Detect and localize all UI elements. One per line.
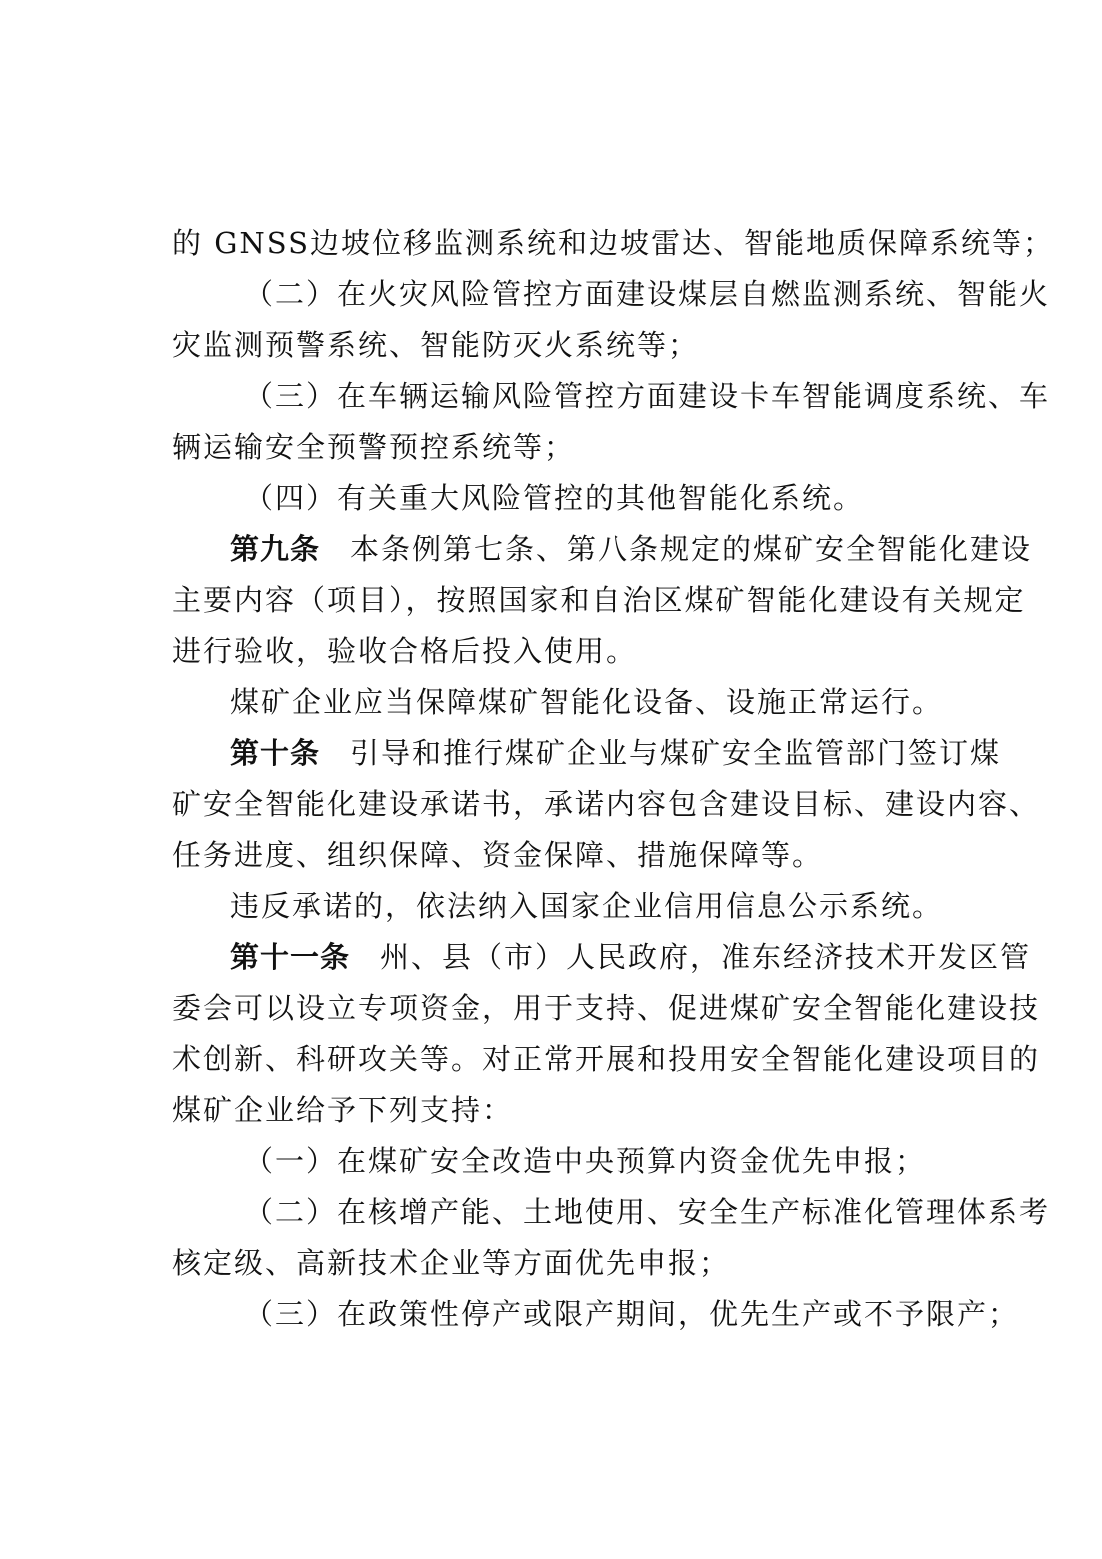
article-heading: 第九条 <box>230 532 321 566</box>
paragraph-line: 进行验收，验收合格后投入使用。 <box>172 634 638 668</box>
article-11-first-line <box>172 932 1032 983</box>
list-item-line: （二）在核增产能、土地使用、安全生产标准化管理体系考 <box>244 1195 1051 1229</box>
list-item-line: （二）在火灾风险管控方面建设煤层自燃监测系统、智能火 <box>244 277 1051 311</box>
paragraph-line: 煤矿企业给予下列支持： <box>172 1093 514 1127</box>
article-text: 本条例第七条、第八条规定的煤矿安全智能化建设 <box>350 532 1033 566</box>
paragraph-line: 任务进度、组织保障、资金保障、措施保障等。 <box>172 838 824 872</box>
paragraph-line: 主要内容（项目），按照国家和自治区煤矿智能化建设有关规定 <box>172 583 1026 617</box>
paragraph-line: 术创新、科研攻关等。对正常开展和投用安全智能化建设项目的 <box>172 1042 1041 1076</box>
list-item-line: （一）在煤矿安全改造中央预算内资金优先申报； <box>244 1144 927 1178</box>
list-item-line: （三）在政策性停产或限产期间，优先生产或不予限产； <box>244 1297 1020 1331</box>
document-body <box>172 218 1054 1340</box>
paragraph-line: 核定级、高新技术企业等方面优先申报； <box>172 1246 731 1280</box>
article-heading: 第十条 <box>230 736 321 770</box>
list-item-line: （四）有关重大风险管控的其他智能化系统。 <box>244 481 865 515</box>
paragraph-line: 辆运输安全预警预控系统等； <box>172 430 576 464</box>
article-9-first-line <box>172 524 1033 575</box>
paragraph-line: 委会可以设立专项资金，用于支持、促进煤矿安全智能化建设技 <box>172 991 1041 1025</box>
paragraph-line: 煤矿企业应当保障煤矿智能化设备、设施正常运行。 <box>230 685 944 719</box>
paragraph-line: 灾监测预警系统、智能防灭火系统等； <box>172 328 700 362</box>
article-10-first-line <box>172 728 1002 779</box>
paragraph-line: 的 GNSS边坡位移监测系统和边坡雷达、智能地质保障系统等； <box>172 226 1054 260</box>
list-item-line: （三）在车辆运输风险管控方面建设卡车智能调度系统、车 <box>244 379 1051 413</box>
paragraph-line: 矿安全智能化建设承诺书，承诺内容包含建设目标、建设内容、 <box>172 787 1041 821</box>
article-text: 州、县（市）人民政府，准东经济技术开发区管 <box>380 940 1032 974</box>
article-heading: 第十一条 <box>230 940 351 974</box>
paragraph-line: 违反承诺的，依法纳入国家企业信用信息公示系统。 <box>230 889 944 923</box>
article-text: 引导和推行煤矿企业与煤矿安全监管部门签订煤 <box>350 736 1002 770</box>
